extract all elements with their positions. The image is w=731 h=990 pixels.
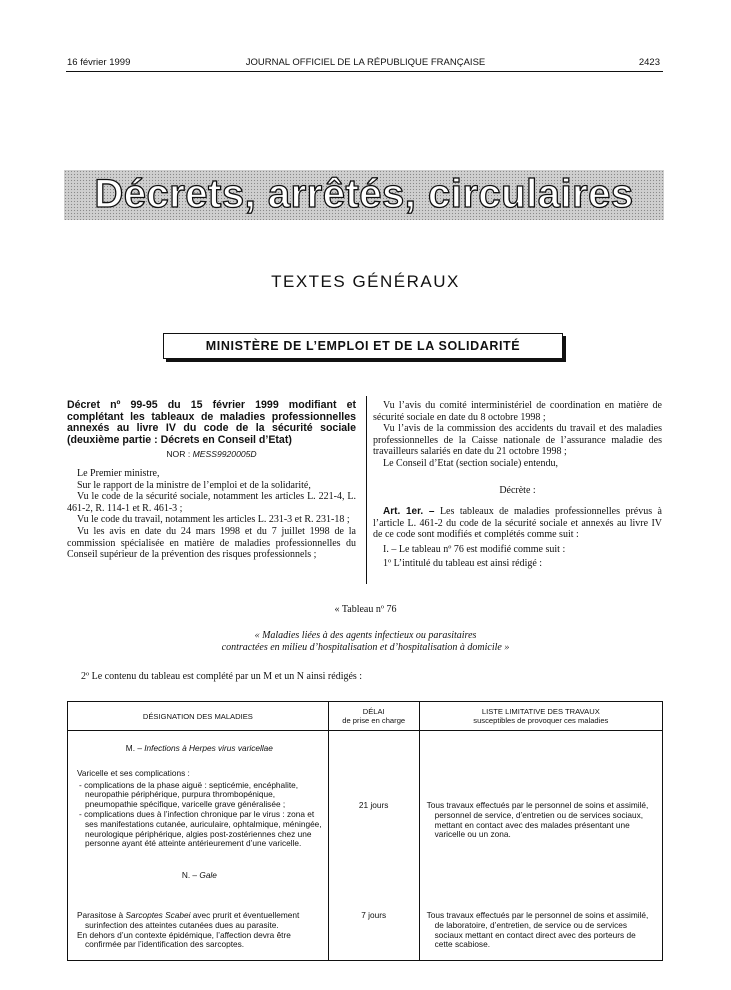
- tableau-title-line-2: contractées en milieu d’hospitalisation et d’hospitalisation à domicile »: [221, 642, 510, 653]
- paragraph: Vu le code du travail, notamment les articles L. 231-3 et R. 231-18 ;: [77, 514, 350, 526]
- paragraph: Sur le rapport de la ministre de l’emploi et de la solidarité,: [77, 479, 311, 491]
- item-2: 2º Le contenu du tableau est complété par un M et un N ainsi rédigés :: [81, 671, 363, 682]
- delay-cell-n: 7 jours: [328, 903, 419, 961]
- header-delay: [328, 702, 419, 731]
- m-bullet-1: - complications de la phase aiguë : septicémie, encéphalite, neuropathie périphérique, purpura thrombopénique, pneumopathie spécifique, varicelle grave généralisée ;: [79, 779, 299, 810]
- table-row: [68, 731, 663, 903]
- paragraph: Vu l’avis du comité interministériel de coordination en matière de sécurité sociale en date du 8 octobre 1998 ;: [373, 400, 662, 423]
- item-1: I. – Le tableau nº 76 est modifié comme suit :: [383, 543, 566, 555]
- works-cell-m: [419, 731, 662, 903]
- header-designation: DÉSIGNATION DES MALADIES: [68, 702, 329, 731]
- paragraph: Vu les avis en date du 24 mars 1998 et du 7 juillet 1998 de la commission spécialisée en matière de maladies professionnelles du Conseil supérieur de la prévention des risques professionnels ;: [67, 525, 356, 561]
- section-banner: [64, 170, 664, 220]
- m-intro: Varicelle et ses complications :: [77, 767, 190, 778]
- nor-code: MESS9920005D: [192, 449, 257, 460]
- right-column: [373, 400, 662, 569]
- article-1-text: Les tableaux de maladies professionnelles prévus à l’article L. 461-2 du code de la sécurité sociale et annexés au livre IV de ce code sont modifiés et complétés comme suit :: [373, 506, 663, 541]
- header-delay-line2: de prise en charge: [342, 716, 406, 725]
- ministry-box: MINISTÈRE DE L’EMPLOI ET DE LA SOLIDARITÉ: [163, 333, 563, 359]
- section-title: TEXTES GÉNÉRAUX: [271, 272, 460, 291]
- header-works: [419, 702, 662, 731]
- header-delay-line1: DÉLAI: [362, 707, 385, 716]
- banner-title: Décrets, arrêtés, circulaires: [94, 172, 634, 216]
- table-row: [68, 903, 663, 961]
- decree-title: Décret nº 99-95 du 15 février 1999 modifiant et complétant les tableaux de maladies professionnelles annexés au livre IV du code de la sécurité sociale (deuxième partie : Décrets en Conseil d’Etat): [67, 399, 356, 446]
- header-works-line2: susceptibles de provoquer ces maladies: [473, 716, 609, 725]
- header-journal: JOURNAL OFFICIEL DE LA RÉPUBLIQUE FRANÇAISE: [245, 57, 486, 68]
- table-header-row: [68, 702, 663, 731]
- item-1-1: 1º L’intitulé du tableau est ainsi rédigé :: [383, 557, 543, 569]
- article-1-label: Art. 1er. –: [383, 506, 435, 518]
- left-column: [67, 400, 356, 561]
- decrete-heading: Décrète :: [499, 484, 536, 496]
- header-page-number: 2423: [638, 57, 660, 68]
- diseases-table: [67, 701, 663, 961]
- paragraph: Vu le code de la sécurité sociale, notamment les articles L. 221-4, L. 461-2, R. 114-1 et R. 461-3 ;: [67, 491, 356, 514]
- delay-cell-m: 21 jours: [328, 731, 419, 903]
- section-n-title: N. – Gale: [181, 870, 217, 881]
- nor-label: NOR :: [166, 449, 191, 460]
- section-m-title-text: Infections à Herpes virus varicellae: [144, 743, 273, 753]
- m-works: Tous travaux effectués par le personnel de soins et assimilé, personnel de service, d’entretien ou de services sociaux, mettant en contact avec des malades présentant une varicelle ou un zona.: [426, 800, 649, 840]
- column-separator: [366, 396, 367, 584]
- header-date: 16 février 1999: [67, 57, 131, 68]
- paragraph: Vu l’avis de la commission des accidents du travail et des maladies professionnelles de la Caisse nationale de l’assurance maladie des travailleurs salariés en date du 21 octobre 1998 ;: [373, 423, 662, 458]
- paragraph: Le Conseil d’Etat (section sociale) entendu,: [383, 457, 558, 469]
- nor-line: [67, 449, 356, 461]
- tableau-reference: « Tableau nº 76: [334, 604, 397, 615]
- m-bullet-2: - complications dues à l’infection chronique par le virus : zona et ses manifestations cutanée, auriculaire, ophtalmique, méningée, neurologique périphérique, algies post-zostériennes chez une personne ayant été atteinte antérieurement d’une varicelle.: [79, 808, 322, 849]
- article-1: [373, 506, 662, 541]
- paragraph: Le Premier ministre,: [77, 467, 160, 479]
- tableau-title-line-1: « Maladies liées à des agents infectieux ou parasitaires: [254, 630, 477, 641]
- n-epidemic-note: En dehors d’un contexte épidémique, l’affection devra être confirmée par l’identification des sarcoptes.: [77, 929, 291, 950]
- disease-cell-m: [68, 731, 329, 903]
- section-m-title: M. – Infections à Herpes virus varicellae: [125, 743, 273, 753]
- section-n-title-text: Gale: [199, 870, 217, 881]
- n-disease: Parasitose à Sarcoptes Scabei avec prurit et éventuellement surinfection des atteintes cutanées dues au parasite.: [77, 909, 300, 930]
- n-parasite-name: Sarcoptes Scabei: [125, 909, 191, 920]
- header-rule: [66, 71, 663, 72]
- n-works: Tous travaux effectués par le personnel de soins et assimilé, de laboratoire, d’entretien, de service ou de services sociaux mettant en contact direct avec des porteurs de cette scabiose.: [426, 909, 649, 950]
- header-works-line1: LISTE LIMITATIVE DES TRAVAUX: [481, 707, 600, 716]
- works-cell-n: [419, 903, 662, 961]
- disease-cell-n: [68, 903, 329, 961]
